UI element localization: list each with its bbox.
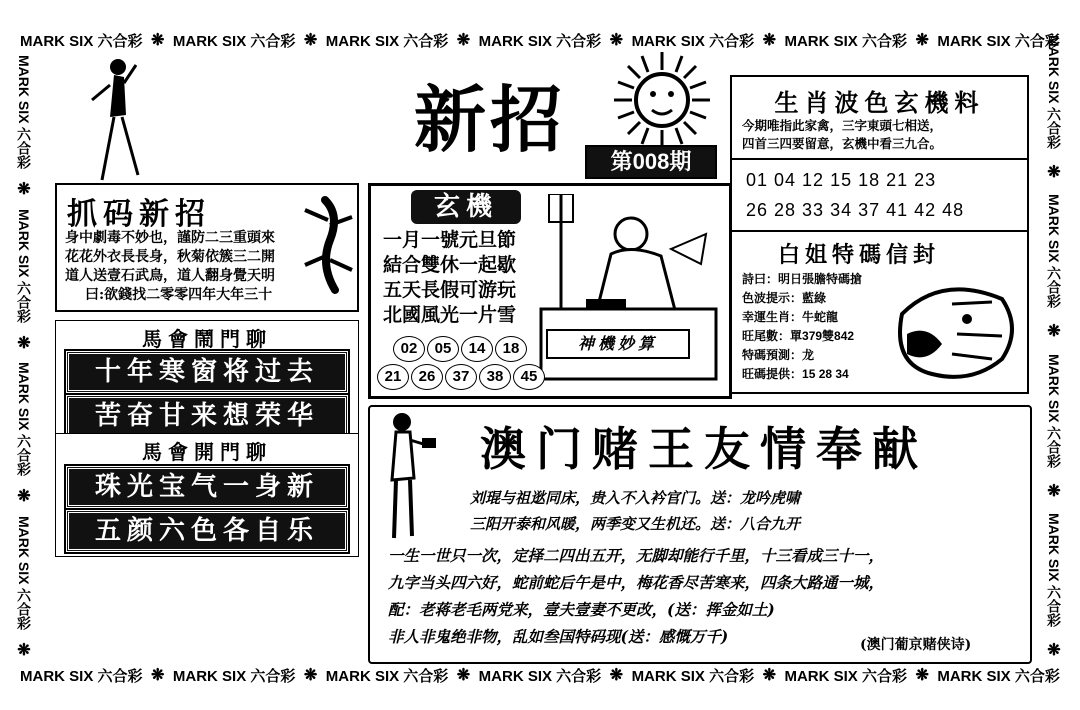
zodiac-line: 今期唯指此家禽，三字東頭七相送， xyxy=(742,118,943,133)
flower-star-icon: ❋ xyxy=(456,32,471,49)
flower-star-icon: ❋ xyxy=(151,32,165,49)
flower-star-icon: ❋ xyxy=(762,32,776,49)
brand-label: MARK SIX 六合彩 xyxy=(937,32,1060,50)
brand-label: MARK SIX 六合彩 xyxy=(1046,513,1062,628)
lady-figure-icon xyxy=(380,408,440,543)
mystery-poem-line: 北國風光一片雪 xyxy=(383,304,517,326)
bottom-border xyxy=(20,660,1060,690)
issue-badge: 第008期 xyxy=(585,145,717,179)
envelope-row-value: 牛蛇龍 xyxy=(802,310,839,324)
lizard-icon xyxy=(290,195,360,295)
mystery-poem xyxy=(383,228,516,328)
couplet-line: 刘琨与祖逖同床，贵入不入衿官门。送：龙吟虎啸 xyxy=(470,489,801,507)
horse-chat-title-2: 馬會開門聊 xyxy=(142,440,272,464)
flower-star-icon: ❋ xyxy=(915,667,929,684)
flower-star-icon: ❋ xyxy=(609,667,624,684)
horse-chat-line: 五颜六色各自乐 xyxy=(66,510,348,552)
brand-label: MARK SIX 六合彩 xyxy=(1046,35,1062,150)
code-tips-line: 道人送壹石武鳥，道人翻身覺天明 xyxy=(65,268,275,284)
brand-label: MARK SIX 六合彩 xyxy=(20,667,143,685)
right-border xyxy=(1040,35,1068,660)
brand-label: MARK SIX 六合彩 xyxy=(16,515,32,631)
zodiac-lines xyxy=(742,117,942,153)
number-ball: 21 xyxy=(377,364,409,390)
brand-label: MARK SIX 六合彩 xyxy=(937,667,1060,685)
horse-chat-title-1: 馬會鬧門聊 xyxy=(142,327,272,351)
brand-label: MARK SIX 六合彩 xyxy=(631,667,755,685)
sun-icon xyxy=(612,50,712,150)
flower-star-icon: ❋ xyxy=(17,181,31,198)
flower-star-icon: ❋ xyxy=(1047,641,1061,659)
envelope-row-label: 旺尾數： xyxy=(742,329,791,343)
flower-star-icon: ❋ xyxy=(303,667,318,684)
envelope-row xyxy=(742,308,862,327)
number-ball: 05 xyxy=(427,336,459,362)
mystery-scroll: 神機妙算 xyxy=(546,329,690,359)
envelope-row-label: 特碼預測： xyxy=(742,348,803,362)
brand-label: MARK SIX 六合彩 xyxy=(325,32,449,50)
mystery-poem-line: 結合雙休一起歇 xyxy=(383,254,517,276)
couplet-line: 三阳开泰和风暖，两季变又生机还。送：八合九开 xyxy=(470,515,801,533)
brand-label: MARK SIX 六合彩 xyxy=(16,55,32,170)
flower-star-icon: ❋ xyxy=(1047,482,1061,500)
zodiac-panel xyxy=(730,75,1029,161)
flower-star-icon: ❋ xyxy=(1047,323,1061,341)
envelope-row-value: 明日張膽特碼搶 xyxy=(778,272,863,286)
number-grid-row-2: 26 28 33 34 37 41 42 48 xyxy=(746,200,965,220)
envelope-row-value: 藍綠 xyxy=(802,291,827,305)
envelope-row-value: 龙 xyxy=(802,348,815,362)
flower-star-icon: ❋ xyxy=(17,488,31,506)
horse-chat-line: 十年寒窗将过去 xyxy=(66,351,348,393)
envelope-row xyxy=(742,365,862,384)
mystery-panel xyxy=(368,183,732,399)
code-tips-line: 身中劇毒不妙也，謹防二三重頭來 xyxy=(65,230,275,246)
envelope-row xyxy=(742,270,862,289)
flower-star-icon: ❋ xyxy=(303,32,318,49)
envelope-panel xyxy=(730,230,1029,394)
mystery-poem-line: 一月一號元旦節 xyxy=(383,229,517,251)
number-ball: 45 xyxy=(513,364,545,390)
zodiac-line: 四首三四要留意，玄機中看三九合。 xyxy=(742,136,943,151)
brand-label: MARK SIX 六合彩 xyxy=(784,667,907,685)
mystery-numbers-row-2 xyxy=(377,364,547,390)
envelope-rows xyxy=(742,270,862,384)
number-grid-panel xyxy=(730,158,1029,232)
dancer-figure-icon xyxy=(80,55,150,185)
envelope-row-value: 15 28 34 xyxy=(802,367,849,381)
poem-line: 九字当头四六好，蛇前蛇后午是中，梅花香尽苦寒来，四条大路通一城， xyxy=(388,573,885,592)
zodiac-title: 生肖波色玄機料 xyxy=(774,88,985,117)
code-tips-title: 抓码新招 xyxy=(67,197,211,232)
horse-chat-panel-2 xyxy=(55,433,359,557)
number-ball: 37 xyxy=(445,364,477,390)
code-tips-lines xyxy=(65,229,275,305)
mystery-title: 玄機 xyxy=(411,190,521,224)
horse-chat-line: 苦奋甘来想荣华 xyxy=(66,395,348,437)
mystery-numbers-row-1 xyxy=(393,336,529,362)
brand-label: MARK SIX 六合彩 xyxy=(478,32,602,50)
number-grid-row-1: 01 04 12 15 18 21 23 xyxy=(746,170,937,190)
gambling-king-panel xyxy=(368,405,1032,664)
number-ball: 26 xyxy=(411,364,443,390)
number-ball: 02 xyxy=(393,336,425,362)
envelope-row-label: 色波提示： xyxy=(742,291,803,305)
top-border xyxy=(20,25,1060,55)
envelope-row xyxy=(742,327,862,346)
tiger-head-icon xyxy=(882,274,1022,384)
horse-chat-panel-1 xyxy=(55,320,359,440)
flower-star-icon: ❋ xyxy=(915,32,929,49)
poem-line: 配：老蒋老毛两党来，壹夫壹妻不更改，(送：挥金如土) xyxy=(388,600,775,619)
flower-star-icon: ❋ xyxy=(456,667,471,684)
page-title: 新招 xyxy=(413,77,566,162)
brand-label: MARK SIX 六合彩 xyxy=(325,667,449,685)
code-tips-line: 曰:欲錢找二零零四年大年三十 xyxy=(85,287,273,303)
brand-label: MARK SIX 六合彩 xyxy=(631,32,755,50)
mystery-poem-line: 五天長假可游玩 xyxy=(383,279,517,301)
brand-label: MARK SIX 六合彩 xyxy=(16,208,32,323)
flower-star-icon: ❋ xyxy=(762,667,776,684)
brand-label: MARK SIX 六合彩 xyxy=(172,667,296,685)
gambling-king-poem xyxy=(388,542,884,650)
brand-label: MARK SIX 六合彩 xyxy=(16,362,32,477)
brand-label: MARK SIX 六合彩 xyxy=(20,32,143,50)
poem-signature: (澳门葡京赌侠诗) xyxy=(860,637,972,653)
envelope-title: 白姐特碼信封 xyxy=(778,242,941,268)
flower-star-icon: ❋ xyxy=(1047,163,1061,181)
brand-label: MARK SIX 六合彩 xyxy=(172,32,296,50)
number-ball: 18 xyxy=(495,336,527,362)
horse-chat-line: 珠光宝气一身新 xyxy=(66,466,348,508)
brand-label: MARK SIX 六合彩 xyxy=(784,32,907,50)
poem-line: 一生一世只一次，定择二四出五开，无脚却能行千里，十三看成三十一， xyxy=(388,546,885,565)
envelope-row-label: 詩曰： xyxy=(742,272,779,286)
number-ball: 38 xyxy=(479,364,511,390)
envelope-row-label: 旺碼提供： xyxy=(742,367,803,381)
gambling-king-couplets xyxy=(470,485,800,537)
flower-star-icon: ❋ xyxy=(151,667,165,684)
envelope-row xyxy=(742,289,862,308)
envelope-row xyxy=(742,346,862,365)
brand-label: MARK SIX 六合彩 xyxy=(1046,353,1062,469)
flower-star-icon: ❋ xyxy=(17,334,31,352)
flower-star-icon: ❋ xyxy=(609,32,624,49)
number-ball: 14 xyxy=(461,336,493,362)
code-tips-line: 花花外衣長長身，秋菊依簇三二開 xyxy=(65,249,275,265)
envelope-row-label: 幸運生肖： xyxy=(742,310,803,324)
brand-label: MARK SIX 六合彩 xyxy=(478,667,602,685)
gambling-king-title: 澳门赌王友情奉献 xyxy=(480,422,928,476)
poem-line: 非人非鬼绝非物，乱如叁国特码现(送：感慨万千) xyxy=(388,627,729,646)
flower-star-icon: ❋ xyxy=(17,641,31,659)
brand-label: MARK SIX 六合彩 xyxy=(1046,194,1062,309)
envelope-row-value: 單379雙842 xyxy=(790,329,855,343)
left-border xyxy=(10,55,38,660)
